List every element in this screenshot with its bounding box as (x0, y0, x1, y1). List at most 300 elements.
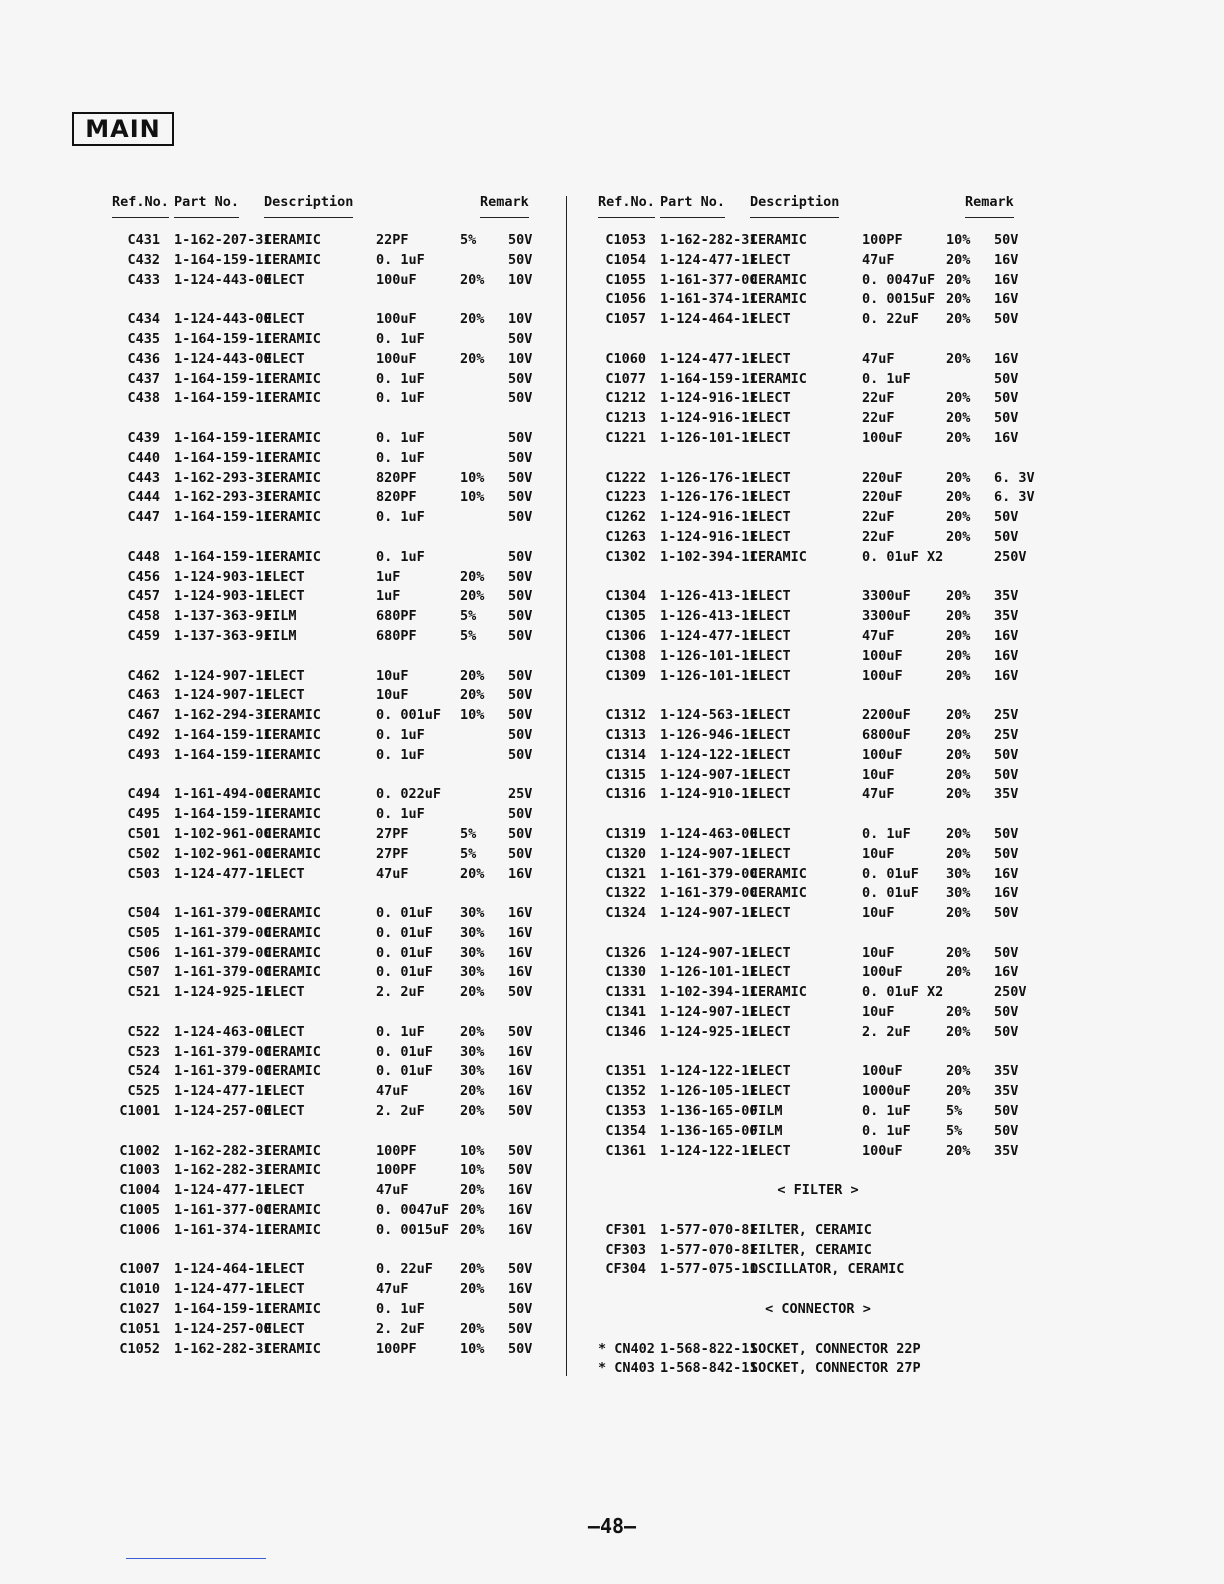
value-cell: 100uF (376, 271, 417, 288)
ref-cell: C467 (127, 707, 160, 724)
value-cell: 820PF (376, 489, 417, 506)
part-number-cell: 1-577-070-81 (660, 1221, 758, 1238)
value-cell: 220uF (862, 469, 903, 486)
voltage-cell: 16V (994, 291, 1019, 308)
part-number-cell: 1-124-916-11 (660, 509, 758, 526)
part-number-cell: 1-137-363-91 (174, 627, 272, 644)
ref-cell: C431 (127, 232, 160, 248)
tolerance-cell: 10% (946, 232, 971, 248)
value-cell: 0. 01uF (862, 865, 919, 882)
voltage-cell: 50V (508, 984, 533, 1001)
tolerance-cell: 20% (460, 311, 485, 328)
voltage-cell: 16V (508, 905, 533, 922)
table-row (112, 746, 552, 766)
column-divider (566, 196, 567, 1376)
voltage-cell: 10V (508, 311, 533, 328)
voltage-cell: 35V (994, 608, 1019, 625)
ref-cell: C1060 (605, 350, 646, 367)
value-cell: 47uF (862, 786, 895, 803)
ref-cell: C1004 (119, 1182, 160, 1199)
part-number-cell: 1-124-122-11 (660, 1063, 758, 1080)
part-number-cell: 1-102-961-00 (174, 845, 272, 862)
voltage-cell: 25V (994, 707, 1019, 724)
ref-cell: C524 (127, 1063, 160, 1080)
tolerance-cell: 5% (946, 1122, 963, 1139)
table-row (112, 607, 552, 627)
table-row (112, 805, 552, 825)
ref-cell: C1309 (605, 667, 646, 684)
ref-cell: C501 (127, 825, 160, 842)
value-cell: 0. 22uF (862, 311, 919, 328)
description-cell: ELECT (264, 1182, 305, 1199)
voltage-cell: 50V (994, 825, 1019, 842)
ref-cell: C1308 (605, 647, 646, 664)
description-cell: FILTER, CERAMIC (750, 1241, 872, 1258)
part-number-cell: 1-124-464-11 (660, 311, 758, 328)
value-cell: 47uF (862, 350, 895, 367)
description-cell: ELECT (750, 1083, 791, 1100)
description-cell: CERAMIC (750, 865, 807, 882)
table-row (598, 508, 1038, 528)
ref-cell: C1326 (605, 944, 646, 961)
value-cell: 27PF (376, 845, 409, 862)
value-cell: 22uF (862, 509, 895, 526)
part-number-cell: 1-161-379-00 (174, 944, 272, 961)
value-cell: 820PF (376, 469, 417, 486)
ref-cell: C1321 (605, 865, 646, 882)
voltage-cell: 16V (994, 964, 1019, 981)
value-cell: 0. 1uF (376, 806, 425, 823)
value-cell: 0. 1uF (376, 509, 425, 526)
ref-cell: C503 (127, 865, 160, 882)
part-number-cell: 1-124-916-11 (660, 528, 758, 545)
description-cell: CERAMIC (750, 232, 807, 248)
ref-cell: C1330 (605, 964, 646, 981)
part-number-cell: 1-162-294-31 (174, 707, 272, 724)
tolerance-cell: 20% (946, 429, 971, 446)
description-cell: SOCKET, CONNECTOR 22P (750, 1340, 921, 1357)
description-cell: ELECT (750, 1063, 791, 1080)
table-row (598, 1122, 1038, 1142)
value-cell: 10uF (376, 687, 409, 704)
voltage-cell: 16V (994, 647, 1019, 664)
part-number-cell: 1-126-105-11 (660, 1083, 758, 1100)
tolerance-cell: 20% (946, 845, 971, 862)
tolerance-cell: 20% (946, 1063, 971, 1080)
value-cell: 10uF (862, 944, 895, 961)
voltage-cell: 50V (508, 469, 533, 486)
tolerance-cell: 20% (946, 509, 971, 526)
value-cell: 100uF (862, 964, 903, 981)
part-number-cell: 1-126-413-11 (660, 608, 758, 625)
tolerance-cell: 20% (946, 944, 971, 961)
ref-cell: C1302 (605, 548, 646, 565)
description-cell: CERAMIC (264, 845, 321, 862)
table-row (598, 706, 1038, 726)
tolerance-cell: 20% (946, 271, 971, 288)
description-cell: CERAMIC (264, 232, 321, 248)
value-cell: 10uF (862, 845, 895, 862)
voltage-cell: 50V (508, 627, 533, 644)
ref-cell: C1316 (605, 786, 646, 803)
table-row (112, 706, 552, 726)
description-cell: CERAMIC (264, 964, 321, 981)
voltage-cell: 50V (508, 370, 533, 387)
table-row (598, 647, 1038, 667)
tolerance-cell: 10% (460, 1162, 485, 1179)
ref-cell: C1057 (605, 311, 646, 328)
table-row (598, 1102, 1038, 1122)
description-cell: CERAMIC (264, 469, 321, 486)
voltage-cell: 50V (508, 806, 533, 823)
value-cell: 0. 01uF (376, 1043, 433, 1060)
ref-cell: C1324 (605, 905, 646, 922)
voltage-cell: 50V (994, 410, 1019, 427)
description-cell: ELECT (750, 1142, 791, 1159)
description-cell: CERAMIC (264, 251, 321, 268)
table-row (598, 1359, 1038, 1379)
description-cell: CERAMIC (750, 291, 807, 308)
tolerance-cell: 5% (460, 608, 477, 625)
table-row (598, 785, 1038, 805)
part-number-cell: 1-161-377-00 (174, 1202, 272, 1219)
value-cell: 0. 0047uF (376, 1202, 450, 1219)
description-cell: ELECT (750, 311, 791, 328)
voltage-cell: 50V (508, 667, 533, 684)
description-cell: CERAMIC (750, 548, 807, 565)
voltage-cell: 16V (508, 1043, 533, 1060)
voltage-cell: 6. 3V (994, 489, 1035, 506)
voltage-cell: 250V (994, 984, 1027, 1001)
voltage-cell: 25V (994, 726, 1019, 743)
description-cell: CERAMIC (750, 370, 807, 387)
tolerance-cell: 20% (946, 528, 971, 545)
tolerance-cell: 20% (460, 271, 485, 288)
value-cell: 0. 1uF (376, 370, 425, 387)
tolerance-cell: 20% (460, 350, 485, 367)
description-cell: ELECT (264, 350, 305, 367)
part-number-cell: 1-124-122-11 (660, 746, 758, 763)
part-number-cell: 1-164-159-11 (174, 726, 272, 743)
table-row (598, 944, 1038, 964)
voltage-cell: 50V (508, 568, 533, 585)
ref-cell: CF304 (605, 1261, 646, 1278)
ref-cell: C1006 (119, 1221, 160, 1238)
value-cell: 1000uF (862, 1083, 911, 1100)
value-cell: 0. 0015uF (376, 1221, 450, 1238)
voltage-cell: 16V (994, 271, 1019, 288)
table-row (598, 389, 1038, 409)
voltage-cell: 16V (508, 1182, 533, 1199)
part-number-cell: 1-126-101-11 (660, 667, 758, 684)
table-row (112, 667, 552, 687)
part-number-cell: 1-124-477-11 (660, 627, 758, 644)
value-cell: 0. 1uF (376, 548, 425, 565)
table-row (112, 1043, 552, 1063)
description-cell: CERAMIC (264, 1142, 321, 1159)
ref-cell: C523 (127, 1043, 160, 1060)
voltage-cell: 16V (994, 885, 1019, 902)
value-cell: 100uF (862, 667, 903, 684)
table-row (112, 568, 552, 588)
description-cell: CERAMIC (264, 548, 321, 565)
voltage-cell: 50V (508, 390, 533, 407)
value-cell: 100PF (376, 1162, 417, 1179)
description-cell: CERAMIC (264, 726, 321, 743)
description-cell: ELECT (750, 905, 791, 922)
table-header (598, 192, 1038, 222)
tolerance-cell: 20% (946, 350, 971, 367)
ref-cell: C505 (127, 924, 160, 941)
tolerance-cell: 20% (946, 825, 971, 842)
value-cell: 0. 01uF (862, 885, 919, 902)
description-cell: ELECT (750, 667, 791, 684)
voltage-cell: 16V (508, 924, 533, 941)
part-number-cell: 1-124-916-11 (660, 410, 758, 427)
voltage-cell: 50V (508, 1023, 533, 1040)
ref-cell: C1304 (605, 588, 646, 605)
header-description: Description (264, 194, 354, 210)
ref-cell: C433 (127, 271, 160, 288)
description-cell: ELECT (750, 251, 791, 268)
tolerance-cell: 10% (460, 707, 485, 724)
table-row (112, 1300, 552, 1320)
voltage-cell: 50V (508, 588, 533, 605)
part-number-cell: 1-164-159-11 (174, 390, 272, 407)
value-cell: 100uF (862, 1063, 903, 1080)
page-number: —48— (587, 1514, 637, 1538)
table-row (112, 1181, 552, 1201)
part-number-cell: 1-161-494-00 (174, 786, 272, 803)
tolerance-cell: 20% (460, 865, 485, 882)
value-cell: 0. 01uF (376, 964, 433, 981)
description-cell: CERAMIC (264, 786, 321, 803)
value-cell: 2. 2uF (376, 1320, 425, 1337)
description-cell: ELECT (750, 469, 791, 486)
part-number-cell: 1-124-443-00 (174, 350, 272, 367)
voltage-cell: 50V (508, 1103, 533, 1120)
part-number-cell: 1-161-379-00 (174, 1043, 272, 1060)
table-row (598, 865, 1038, 885)
ref-cell: C504 (127, 905, 160, 922)
table-row (598, 1260, 1038, 1280)
tolerance-cell: 10% (460, 469, 485, 486)
voltage-cell: 50V (994, 766, 1019, 783)
table-row (112, 370, 552, 390)
description-cell: CERAMIC (264, 489, 321, 506)
part-number-cell: 1-126-413-11 (660, 588, 758, 605)
voltage-cell: 50V (508, 1320, 533, 1337)
tolerance-cell: 10% (460, 1142, 485, 1159)
table-row (112, 389, 552, 409)
ref-cell: C1305 (605, 608, 646, 625)
tolerance-cell: 20% (460, 568, 485, 585)
description-cell: CERAMIC (750, 984, 807, 1001)
part-number-cell: 1-124-916-11 (660, 390, 758, 407)
table-row (598, 825, 1038, 845)
part-number-cell: 1-126-176-11 (660, 489, 758, 506)
part-number-cell: 1-568-842-11 (660, 1360, 758, 1377)
part-number-cell: 1-124-257-00 (174, 1320, 272, 1337)
tolerance-cell: 20% (946, 469, 971, 486)
voltage-cell: 50V (508, 1340, 533, 1357)
voltage-cell: 50V (508, 489, 533, 506)
ref-cell: C1315 (605, 766, 646, 783)
ref-cell: C438 (127, 390, 160, 407)
ref-cell: C506 (127, 944, 160, 961)
voltage-cell: 16V (994, 251, 1019, 268)
part-number-cell: 1-162-282-31 (660, 232, 758, 248)
ref-cell: C459 (127, 627, 160, 644)
ref-cell: C1213 (605, 410, 646, 427)
value-cell: 0. 1uF (376, 449, 425, 466)
ref-cell: C1007 (119, 1261, 160, 1278)
voltage-cell: 25V (508, 786, 533, 803)
part-number-cell: 1-164-159-11 (174, 746, 272, 763)
table-row (112, 1102, 552, 1122)
value-cell: 0. 01uF (376, 924, 433, 941)
value-cell: 27PF (376, 825, 409, 842)
table-row (112, 963, 552, 983)
table-row (598, 548, 1038, 568)
table-row (598, 350, 1038, 370)
tolerance-cell: 20% (460, 1103, 485, 1120)
voltage-cell: 50V (994, 311, 1019, 328)
ref-cell: C1351 (605, 1063, 646, 1080)
table-row (112, 449, 552, 469)
value-cell: 3300uF (862, 588, 911, 605)
table-row (598, 231, 1038, 251)
tolerance-cell: 30% (460, 905, 485, 922)
table-row (598, 587, 1038, 607)
voltage-cell: 50V (994, 528, 1019, 545)
description-cell: ELECT (750, 825, 791, 842)
description-cell: FILM (264, 608, 297, 625)
voltage-cell: 10V (508, 350, 533, 367)
description-cell: ELECT (750, 964, 791, 981)
value-cell: 1uF (376, 568, 401, 585)
table-row (598, 429, 1038, 449)
part-number-cell: 1-164-159-11 (174, 370, 272, 387)
connector-rows (598, 1340, 1038, 1380)
part-number-cell: 1-164-159-11 (174, 330, 272, 347)
description-cell: ELECT (264, 1261, 305, 1278)
tolerance-cell: 20% (946, 726, 971, 743)
left-column (112, 192, 552, 1359)
part-number-cell: 1-164-159-11 (174, 1301, 272, 1318)
tolerance-cell: 20% (946, 489, 971, 506)
value-cell: 100uF (862, 429, 903, 446)
ref-cell: C1223 (605, 489, 646, 506)
tolerance-cell: 20% (946, 390, 971, 407)
value-cell: 100PF (862, 232, 903, 248)
description-cell: ELECT (750, 845, 791, 862)
part-number-cell: 1-124-463-00 (174, 1023, 272, 1040)
description-cell: CERAMIC (264, 746, 321, 763)
part-number-cell: 1-577-070-81 (660, 1241, 758, 1258)
description-cell: ELECT (264, 984, 305, 1001)
value-cell: 0. 1uF (376, 1301, 425, 1318)
value-cell: 0. 01uF (376, 1063, 433, 1080)
ref-cell: C443 (127, 469, 160, 486)
voltage-cell: 16V (508, 865, 533, 882)
ref-cell: C444 (127, 489, 160, 506)
ref-cell: C1222 (605, 469, 646, 486)
value-cell: 680PF (376, 608, 417, 625)
ref-cell: C457 (127, 588, 160, 605)
ref-cell: C525 (127, 1083, 160, 1100)
voltage-cell: 50V (508, 330, 533, 347)
tolerance-cell: 30% (946, 865, 971, 882)
table-row (598, 884, 1038, 904)
tolerance-cell: 5% (460, 232, 477, 248)
voltage-cell: 50V (508, 726, 533, 743)
part-number-cell: 1-124-463-00 (660, 825, 758, 842)
description-cell: OSCILLATOR, CERAMIC (750, 1261, 905, 1278)
description-cell: ELECT (264, 687, 305, 704)
ref-cell: C1053 (605, 232, 646, 248)
description-cell: FILTER, CERAMIC (750, 1221, 872, 1238)
tolerance-cell: 10% (460, 489, 485, 506)
voltage-cell: 16V (508, 964, 533, 981)
ref-cell: C447 (127, 509, 160, 526)
tolerance-cell: 20% (946, 647, 971, 664)
tolerance-cell: 5% (460, 825, 477, 842)
description-cell: ELECT (750, 509, 791, 526)
part-number-cell: 1-124-907-11 (660, 1004, 758, 1021)
ref-cell: C458 (127, 608, 160, 625)
table-row (598, 983, 1038, 1003)
ref-cell: C1077 (605, 370, 646, 387)
table-row (112, 1161, 552, 1181)
ref-cell: C432 (127, 251, 160, 268)
part-number-cell: 1-164-159-11 (174, 449, 272, 466)
description-cell: ELECT (264, 1083, 305, 1100)
value-cell: 0. 0047uF (862, 271, 936, 288)
tolerance-cell: 20% (946, 627, 971, 644)
table-row (112, 1260, 552, 1280)
table-row (598, 528, 1038, 548)
tolerance-cell: 20% (946, 251, 971, 268)
ref-cell: C1054 (605, 251, 646, 268)
description-cell: CERAMIC (264, 1043, 321, 1060)
ref-cell: C1331 (605, 984, 646, 1001)
description-cell: CERAMIC (264, 825, 321, 842)
description-cell: CERAMIC (264, 1301, 321, 1318)
table-header (112, 192, 552, 222)
table-row (112, 310, 552, 330)
filter-rows (598, 1221, 1038, 1280)
part-number-cell: 1-126-101-11 (660, 647, 758, 664)
ref-cell: C1056 (605, 291, 646, 308)
voltage-cell: 50V (994, 1004, 1019, 1021)
ref-cell: C1346 (605, 1023, 646, 1040)
table-row (598, 607, 1038, 627)
table-row (112, 627, 552, 647)
table-row (112, 825, 552, 845)
voltage-cell: 16V (508, 1063, 533, 1080)
table-row (598, 904, 1038, 924)
part-number-cell: 1-126-946-11 (660, 726, 758, 743)
ref-cell: C1052 (119, 1340, 160, 1357)
tolerance-cell: 20% (946, 588, 971, 605)
value-cell: 0. 1uF (376, 1023, 425, 1040)
table-row (112, 488, 552, 508)
value-cell: 47uF (862, 627, 895, 644)
value-cell: 0. 1uF (376, 726, 425, 743)
description-cell: ELECT (750, 608, 791, 625)
part-number-cell: 1-124-477-11 (660, 350, 758, 367)
